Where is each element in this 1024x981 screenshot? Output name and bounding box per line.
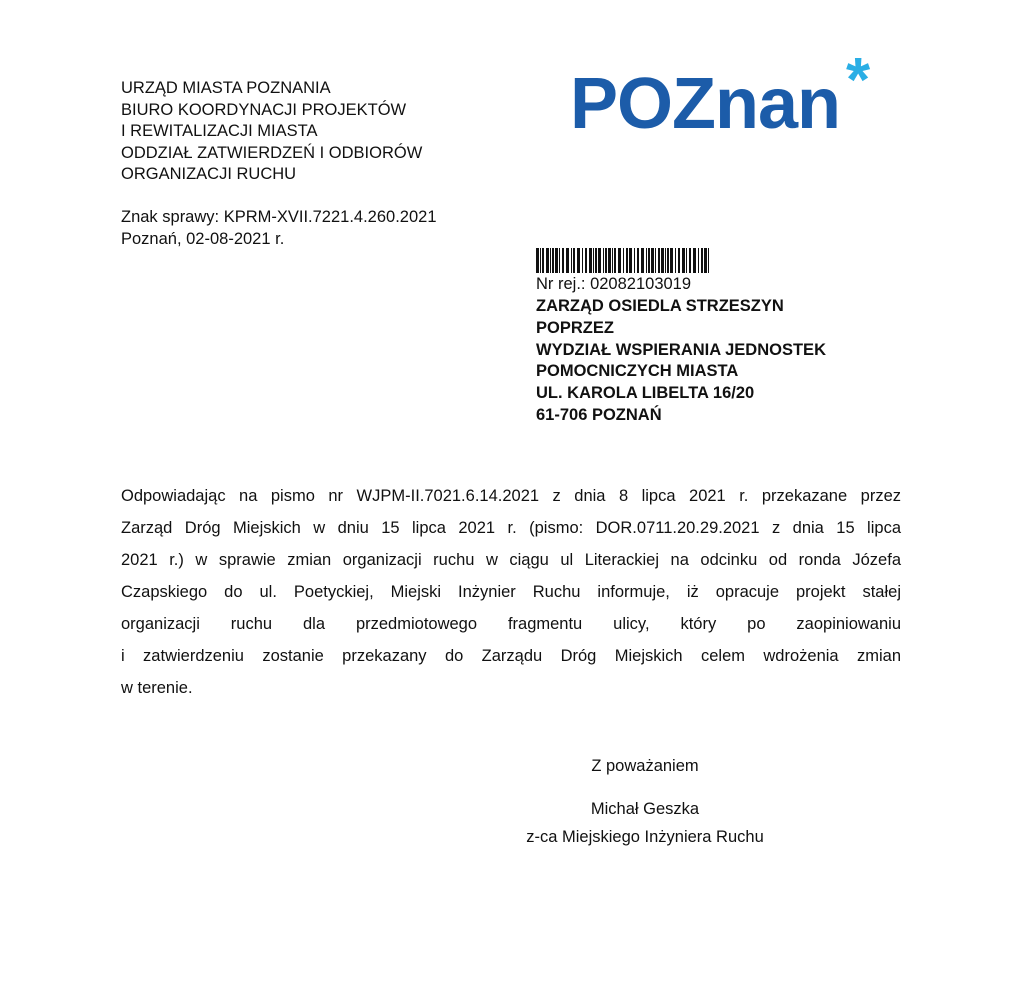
barcode-bar	[612, 248, 613, 273]
sender-line: ODDZIAŁ ZATWIERDZEŃ I ODBIORÓW	[121, 143, 423, 162]
barcode-bar	[655, 248, 656, 273]
barcode-bar	[555, 248, 558, 273]
barcode-bar	[577, 248, 580, 273]
body-line: w terenie.	[121, 679, 193, 697]
barcode-bar	[546, 248, 549, 273]
case-info	[121, 207, 437, 250]
barcode-bar	[582, 248, 583, 273]
barcode-bar	[605, 248, 607, 273]
barcode-bar	[637, 248, 639, 273]
sender-line: URZĄD MIASTA POZNANIA	[121, 79, 331, 97]
barcode-bar	[542, 248, 544, 273]
recipient-line: 61-706 POZNAŃ	[536, 405, 662, 424]
barcode-bar	[571, 248, 572, 273]
sender-line: I REWITALIZACJI MIASTA	[121, 122, 318, 140]
case-number: Znak sprawy: KPRM-XVII.7221.4.260.2021	[121, 208, 437, 226]
barcode-bar	[598, 248, 601, 273]
barcode-bar	[589, 248, 592, 273]
barcode-bar	[651, 248, 654, 273]
recipient-line: ZARZĄD OSIEDLA STRZESZYN	[536, 297, 784, 315]
barcode-bar	[593, 248, 594, 273]
sender-block	[121, 78, 422, 186]
body-line: Odpowiadając na pismo nr WJPM-II.7021.6.14.2021 z dnia 8 lipca 2021 r. przekazane przez	[121, 487, 901, 505]
recipient-address	[536, 296, 826, 427]
recipient-line: POMOCNICZYCH MIASTA	[536, 362, 739, 381]
barcode	[536, 248, 712, 273]
barcode-bar	[667, 248, 669, 273]
barcode-bar	[608, 248, 611, 273]
barcode-bar	[704, 248, 707, 273]
barcode-bar	[701, 248, 703, 273]
barcode-bar	[573, 248, 575, 273]
barcode-bar	[665, 248, 666, 273]
barcode-bar	[675, 248, 676, 273]
barcode-bar	[661, 248, 664, 273]
recipient-line: UL. KAROLA LIBELTA 16/20	[536, 384, 755, 403]
barcode-bar	[550, 248, 551, 273]
barcode-bar	[682, 248, 685, 273]
barcode-bar	[708, 248, 709, 273]
sender-line: ORGANIZACJI RUCHU	[121, 165, 297, 183]
barcode-bar	[698, 248, 699, 273]
barcode-bar	[686, 248, 687, 273]
logo-text: POZnan	[570, 64, 841, 144]
barcode-bar	[641, 248, 644, 273]
poznan-logo	[570, 46, 890, 146]
barcode-bar	[678, 248, 680, 273]
asterisk-icon: *	[846, 46, 871, 115]
barcode-bar	[689, 248, 691, 273]
barcode-bar	[626, 248, 628, 273]
barcode-bar	[646, 248, 647, 273]
place-date: Poznań, 02-08-2021 r.	[121, 229, 285, 248]
barcode-bar	[595, 248, 597, 273]
barcode-bar	[559, 248, 560, 273]
body-line: i zatwierdzeniu zostanie przekazany do Zarządu Dróg Miejskich celem wdrożenia zmian	[121, 647, 901, 665]
barcode-bar	[658, 248, 660, 273]
signatory-title: z-ca Miejskiego Inżyniera Ruchu	[526, 828, 764, 846]
barcode-bar	[552, 248, 554, 273]
barcode-bar	[670, 248, 673, 273]
body-line: 2021 r.) w sprawie zmian organizacji ruchu w ciągu ul Literackiej na odcinku od ronda Józefa	[121, 551, 901, 569]
barcode-bar	[618, 248, 621, 273]
barcode-bar	[634, 248, 635, 273]
body-line: Czapskiego do ul. Poetyckiej, Miejski Inżynier Ruchu informuje, iż opracuje projekt stałej	[121, 583, 901, 601]
barcode-bar	[603, 248, 604, 273]
barcode-bar	[562, 248, 564, 273]
sender-line: BIURO KOORDYNACJI PROJEKTÓW	[121, 100, 407, 119]
barcode-bar	[648, 248, 650, 273]
registration-number: Nr rej.: 02082103019	[536, 275, 692, 293]
barcode-bar	[629, 248, 632, 273]
barcode-bar	[585, 248, 587, 273]
barcode-bar	[540, 248, 541, 273]
recipient-line: POPRZEZ	[536, 318, 614, 337]
closing: Z poważaniem	[591, 757, 699, 775]
barcode-bar	[693, 248, 696, 273]
barcode-bar	[566, 248, 569, 273]
barcode-bar	[536, 248, 539, 273]
body-line: organizacji ruchu dla przedmiotowego fragmentu ulicy, który po zaopiniowaniu	[121, 615, 901, 633]
signatory-name: Michał Geszka	[590, 800, 700, 818]
recipient-line: WYDZIAŁ WSPIERANIA JEDNOSTEK	[536, 340, 826, 359]
body-line: Zarząd Dróg Miejskich w dniu 15 lipca 2021 r. (pismo: DOR.0711.20.29.2021 z dnia 15 lipca	[121, 519, 901, 537]
barcode-bar	[623, 248, 624, 273]
barcode-bar	[614, 248, 616, 273]
letter-body	[121, 480, 901, 704]
